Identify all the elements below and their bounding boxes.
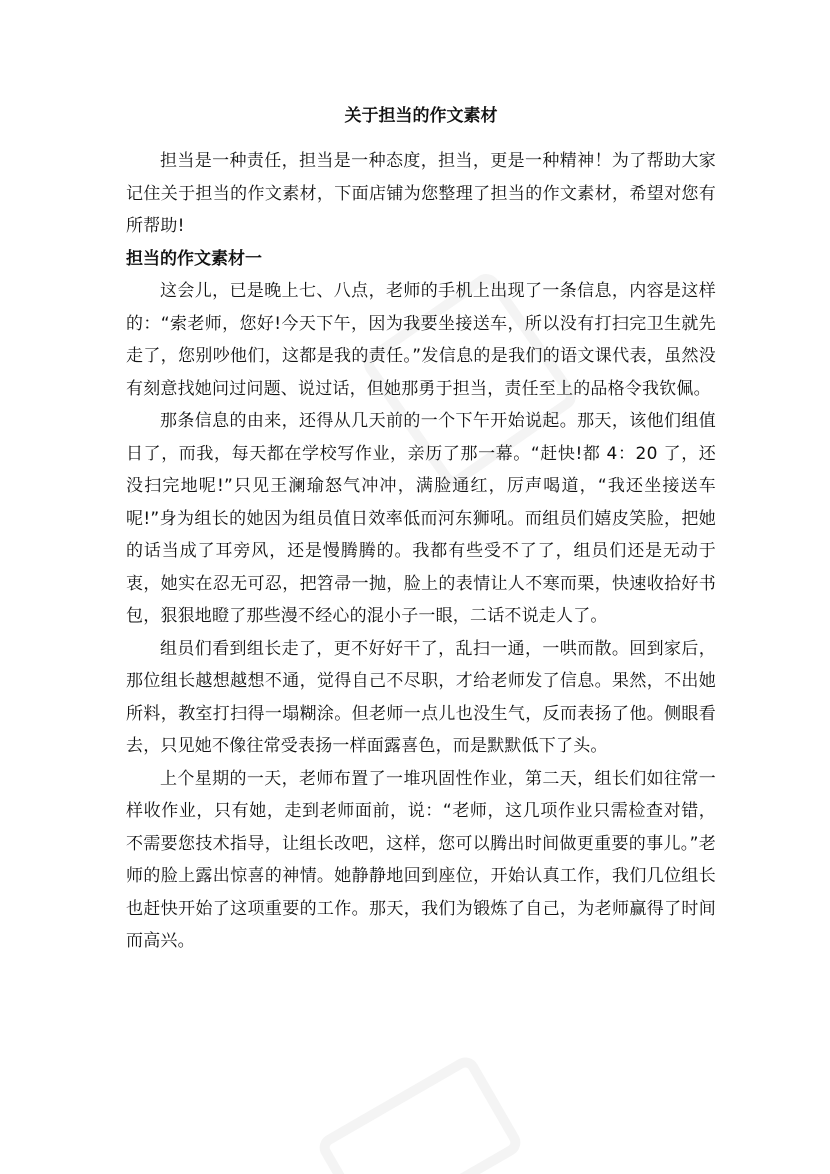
watermark-icon [315,1052,526,1174]
intro-paragraph: 担当是一种责任，担当是一种态度，担当，更是一种精神！为了帮助大家记住关于担当的作文素材，下面店铺为您整理了担当的作文素材，希望对您有所帮助! [126,151,716,236]
section-heading: 担当的作文素材一 [126,248,262,269]
document-content [126,104,716,958]
body-paragraph: 组员们看到组长走了，更不好好干了，乱扫一通，一哄而散。回到家后，那位组长越想越想不通，觉得自己不尽职，才给老师发了信息。果然，不出她所料，教室打扫得一塌糊涂。但老师一点儿也没生气，反而表扬了他。侧眼看去，只见她不像往常受表扬一样面露喜色，而是默默低下了头。 [126,638,716,756]
page-title: 关于担当的作文素材 [344,106,498,126]
body-paragraph: 上个星期的一天，老师布置了一堆巩固性作业，第二天，组长们如往常一样收作业，只有她，走到老师面前，说：“老师，这几项作业只需检查对错，不需要您技术指导，让组长改吧，这样，您可以腾出时间做更重要的事儿。”老师的脸上露出惊喜的神情。她静静地回到座位，开始认真工作，我们几位组长也赶快开始了这项重要的工作。那天，我们为锻炼了自己，为老师赢得了时间而高兴。 [126,768,716,951]
body-paragraph: 那条信息的由来，还得从几天前的一个下午开始说起。那天，该他们组值日了，而我，每天都在学校写作业，亲历了那一幕。“赶快!都 4：20 了，还没扫完地呢!”只见王澜瑜怒气冲冲，满脸通红，厉声喝道，“我还坐接送车呢!”身为组长的她因为组员值日效率低而河东狮吼。而组员们嬉皮笑脸，把她的话当成了耳旁风，还是慢腾腾的。我都有些受不了了，组员们还是无动于衷，她实在忍无可忍，把笤帚一抛，脸上的表情让人不寒而栗，快速收拾好书包，狠狠地瞪了那些漫不经心的混小子一眼，二话不说走人了。 [126,411,716,626]
body-paragraph: 这会儿，已是晚上七、八点，老师的手机上出现了一条信息，内容是这样的：“索老师，您好!今天下午，因为我要坐接送车，所以没有打扫完卫生就先走了，您别吵他们，这都是我的责任。”发信息的是我们的语文课代表，虽然没有刻意找她问过问题、说过话，但她那勇于担当，责任至上的品格令我钦佩。 [126,281,716,399]
